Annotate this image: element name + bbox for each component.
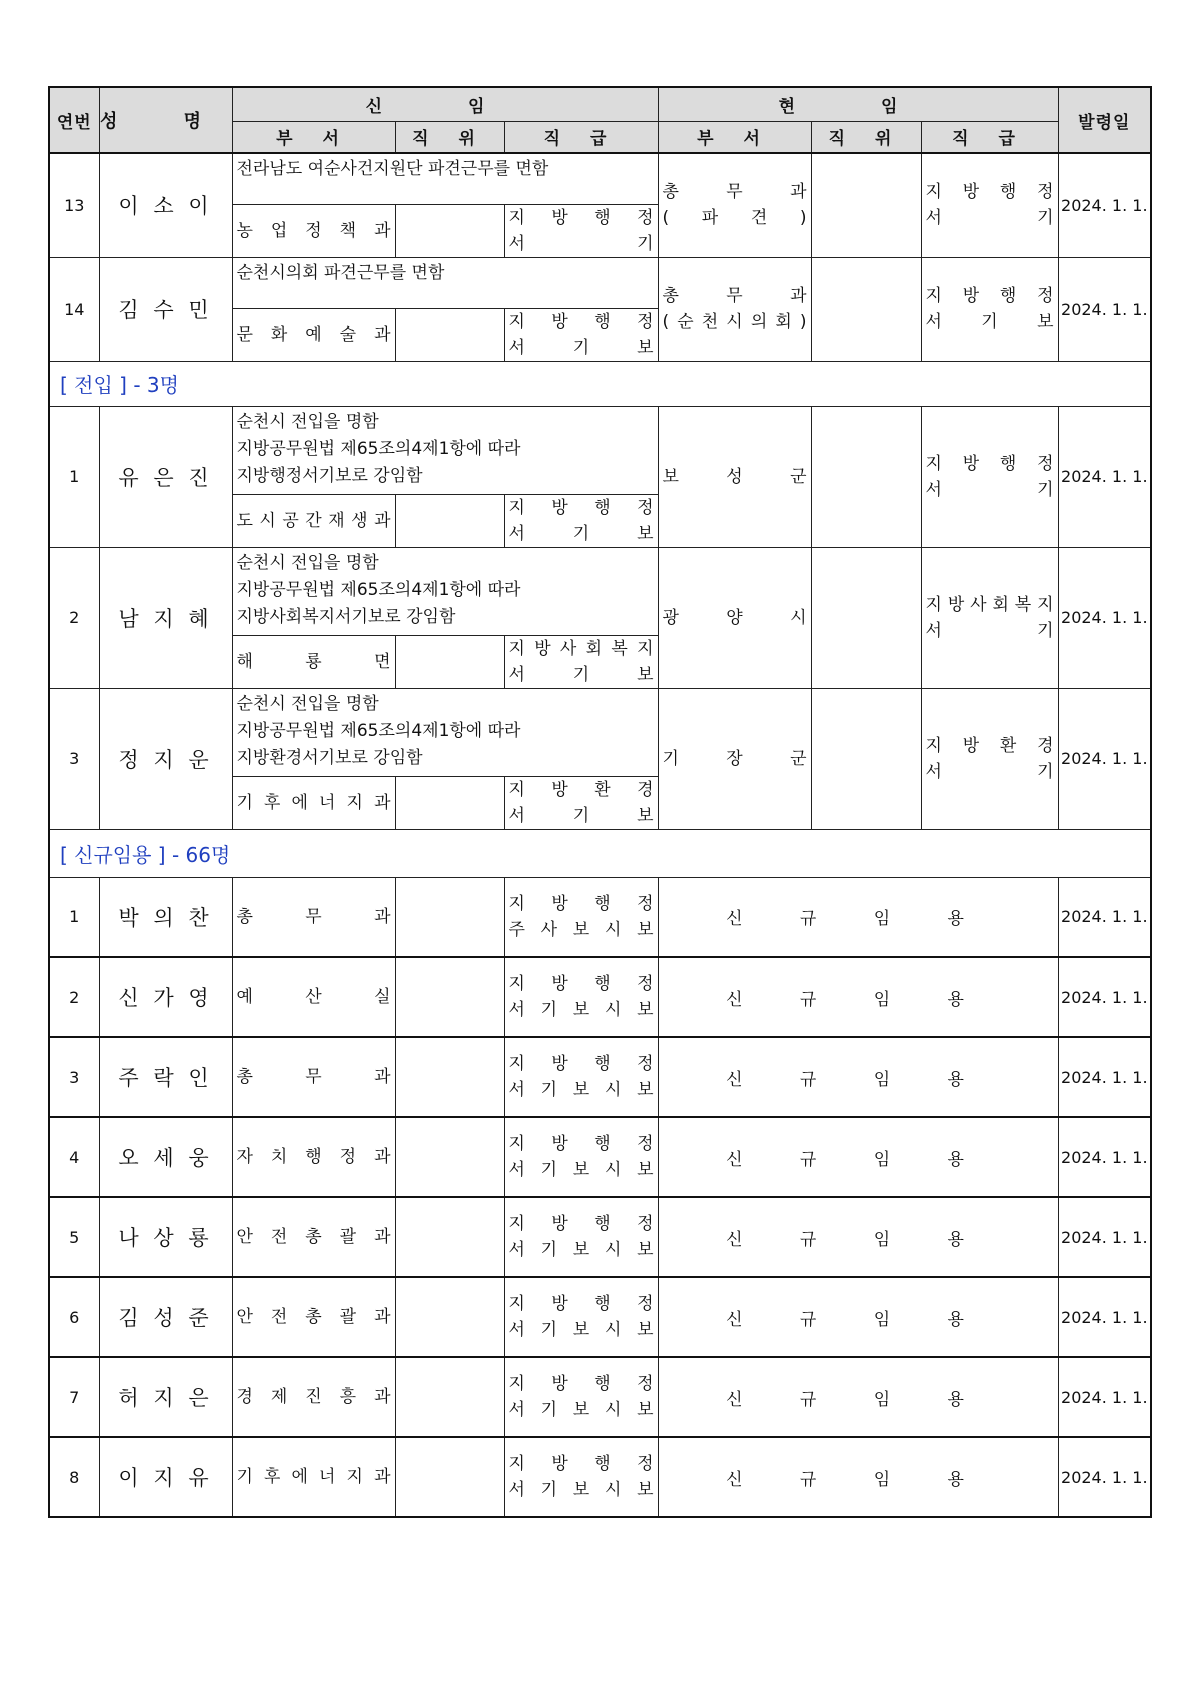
new-position (395, 1357, 504, 1437)
person-name: 이 소 이 (99, 153, 232, 257)
appointment-date: 2024. 1. 1. (1058, 1037, 1151, 1117)
new-grade-line-2: 서 기 보 시 보 (508, 1160, 654, 1180)
person-name: 주 락 인 (99, 1037, 232, 1117)
new-grade-line-1: 지 방 행 정 (508, 1374, 654, 1394)
current-grade (921, 153, 1058, 257)
current-dept-line-1: 총 무 과 (662, 182, 807, 203)
table-row (49, 547, 1151, 635)
row-number: 3 (49, 688, 99, 829)
new-grade-line-1: 지 방 행 정 (508, 974, 654, 994)
person-name: 김 수 민 (99, 257, 232, 361)
current-grade-line-1: 지 방 사 회 복 지 (925, 594, 1054, 615)
new-grade-line-2: 서 기 보 (508, 523, 654, 544)
appointment-date: 2024. 1. 1. (1058, 1197, 1151, 1277)
new-grade-line-2: 서 기 보 시 보 (508, 1000, 654, 1020)
new-grade-line-1: 지 방 행 정 (508, 207, 654, 228)
new-position-header: 직 위 (395, 121, 504, 153)
current-position (811, 547, 921, 688)
new-dept: 경 제 진 흥 과 (232, 1357, 395, 1437)
row-number: 2 (49, 547, 99, 688)
new-position (395, 308, 504, 361)
new-grade (504, 1037, 658, 1117)
appointment-date: 2024. 1. 1. (1058, 957, 1151, 1037)
new-grade-line-1: 지 방 환 경 (508, 779, 654, 800)
new-dept: 자 치 행 정 과 (232, 1117, 395, 1197)
appointment-date: 2024. 1. 1. (1058, 257, 1151, 361)
new-post-header: 신 임 (232, 87, 658, 121)
order-note: 전라남도 여순사건지원단 파견근무를 면함 (232, 153, 658, 204)
new-hire-label: 신 규 임 용 (658, 1437, 1058, 1517)
person-name: 정 지 운 (99, 688, 232, 829)
new-dept: 해 룡 면 (232, 635, 395, 688)
table-row (49, 957, 1151, 1037)
new-hire-label: 신 규 임 용 (658, 1037, 1058, 1117)
order-note-line-3: 지방환경서기보로 강임함 (236, 747, 423, 768)
new-grade (504, 494, 658, 547)
section-row (49, 361, 1151, 406)
new-grade-line-1: 지 방 행 정 (508, 497, 654, 518)
current-grade (921, 406, 1058, 547)
appointment-date: 2024. 1. 1. (1058, 688, 1151, 829)
current-post-header: 현 임 (658, 87, 1058, 121)
current-grade-line-2: 서 기 (925, 479, 1054, 500)
person-name: 유 은 진 (99, 406, 232, 547)
appointment-date: 2024. 1. 1. (1058, 406, 1151, 547)
row-number: 1 (49, 877, 99, 957)
new-grade-line-2: 서 기 보 시 보 (508, 1080, 654, 1100)
new-dept: 안 전 총 괄 과 (232, 1197, 395, 1277)
new-grade-line-1: 지 방 행 정 (508, 1454, 654, 1474)
current-grade-line-2: 서 기 보 (925, 312, 1054, 332)
new-grade (504, 1357, 658, 1437)
current-grade-line-2: 서 기 (925, 208, 1054, 229)
current-grade-line-2: 서 기 (925, 761, 1054, 782)
new-dept: 예 산 실 (232, 957, 395, 1037)
new-position (395, 204, 504, 257)
new-dept-header: 부 서 (232, 121, 395, 153)
new-position (395, 957, 504, 1037)
person-name: 박 의 찬 (99, 877, 232, 957)
new-dept: 도 시 공 간 재 생 과 (232, 494, 395, 547)
row-number: 2 (49, 957, 99, 1037)
row-number: 6 (49, 1277, 99, 1357)
appointment-date: 2024. 1. 1. (1058, 1277, 1151, 1357)
appointment-date: 2024. 1. 1. (1058, 1437, 1151, 1517)
current-grade-line-2: 서 기 (925, 620, 1054, 641)
new-grade-line-2: 서 기 보 (508, 805, 654, 826)
current-dept (658, 153, 811, 257)
current-grade-line-1: 지 방 행 정 (925, 182, 1054, 203)
col-name-header: 성 명 (99, 87, 232, 153)
current-position (811, 153, 921, 257)
section-title-transfer: [ 전입 ] - 3명 (49, 361, 1151, 406)
new-position (395, 494, 504, 547)
appointment-date: 2024. 1. 1. (1058, 877, 1151, 957)
row-number: 3 (49, 1037, 99, 1117)
new-position (395, 1277, 504, 1357)
cur-position-header: 직 위 (811, 121, 921, 153)
current-dept-line-2: ( 파 견 ) (662, 208, 807, 229)
new-hire-label: 신 규 임 용 (658, 1277, 1058, 1357)
new-position (395, 776, 504, 829)
order-note: 순천시의회 파견근무를 면함 (232, 257, 658, 308)
new-dept: 총 무 과 (232, 877, 395, 957)
new-hire-label: 신 규 임 용 (658, 1357, 1058, 1437)
new-grade (504, 1117, 658, 1197)
current-position (811, 406, 921, 547)
table-row (49, 406, 1151, 494)
order-note-line-3: 지방행정서기보로 강임함 (236, 465, 423, 486)
new-dept: 기 후 에 너 지 과 (232, 1437, 395, 1517)
current-dept (658, 257, 811, 361)
section-row (49, 829, 1151, 877)
table-row (49, 257, 1151, 308)
new-grade (504, 957, 658, 1037)
new-position (395, 877, 504, 957)
new-grade-line-2: 서 기 보 시 보 (508, 1400, 654, 1420)
new-position (395, 1197, 504, 1277)
table-row (49, 1117, 1151, 1197)
row-number: 7 (49, 1357, 99, 1437)
col-date-header: 발령일 (1058, 87, 1151, 153)
person-name: 신 가 영 (99, 957, 232, 1037)
section-title-new-hire: [ 신규임용 ] - 66명 (49, 829, 1151, 877)
appointment-date: 2024. 1. 1. (1058, 1357, 1151, 1437)
table-row (49, 153, 1151, 204)
current-dept-line-1: 총 무 과 (662, 286, 807, 306)
new-grade-line-1: 지 방 행 정 (508, 1134, 654, 1154)
table-row (49, 1437, 1151, 1517)
order-note-line-1: 순천시 전입을 명함 (236, 693, 379, 714)
new-dept: 총 무 과 (232, 1037, 395, 1117)
current-grade-line-1: 지 방 환 경 (925, 735, 1054, 756)
order-note-line-1: 순천시 전입을 명함 (236, 411, 379, 432)
new-grade (504, 776, 658, 829)
table-row (49, 688, 1151, 776)
new-dept: 기 후 에 너 지 과 (232, 776, 395, 829)
new-grade-line-2: 서 기 보 (508, 664, 654, 685)
new-position (395, 1037, 504, 1117)
new-grade-line-2: 서 기 (508, 233, 654, 254)
new-hire-label: 신 규 임 용 (658, 877, 1058, 957)
new-dept: 문 화 예 술 과 (232, 308, 395, 361)
new-hire-label: 신 규 임 용 (658, 957, 1058, 1037)
new-dept: 농 업 정 책 과 (232, 204, 395, 257)
new-grade (504, 877, 658, 957)
current-position (811, 257, 921, 361)
new-grade-line-2: 서 기 보 시 보 (508, 1480, 654, 1500)
table-row (49, 1357, 1151, 1437)
row-number: 5 (49, 1197, 99, 1277)
new-grade-header: 직 급 (504, 121, 658, 153)
cur-grade-header: 직 급 (921, 121, 1058, 153)
new-position (395, 1437, 504, 1517)
new-grade (504, 1197, 658, 1277)
current-dept: 기 장 군 (658, 688, 811, 829)
current-position (811, 688, 921, 829)
new-grade-line-2: 서 기 보 시 보 (508, 1240, 654, 1260)
row-number: 8 (49, 1437, 99, 1517)
person-name: 남 지 혜 (99, 547, 232, 688)
new-grade-line-2: 주 사 보 시 보 (508, 919, 654, 940)
appointment-date: 2024. 1. 1. (1058, 153, 1151, 257)
order-note-line-1: 순천시 전입을 명함 (236, 552, 379, 573)
current-dept: 광 양 시 (658, 547, 811, 688)
order-note (232, 406, 658, 494)
table-row (49, 877, 1151, 957)
new-grade (504, 308, 658, 361)
order-note-line-2: 지방공무원법 제65조의4제1항에 따라 (236, 579, 521, 600)
table-row (49, 1277, 1151, 1357)
appointment-date: 2024. 1. 1. (1058, 547, 1151, 688)
row-number: 14 (49, 257, 99, 361)
person-name: 허 지 은 (99, 1357, 232, 1437)
new-grade (504, 1437, 658, 1517)
new-position (395, 635, 504, 688)
cur-dept-header: 부 서 (658, 121, 811, 153)
personnel-table (48, 86, 1152, 1518)
person-name: 오 세 웅 (99, 1117, 232, 1197)
row-number: 1 (49, 406, 99, 547)
new-position (395, 1117, 504, 1197)
new-dept: 안 전 총 괄 과 (232, 1277, 395, 1357)
row-number: 13 (49, 153, 99, 257)
new-grade-line-1: 지 방 사 회 복 지 (508, 638, 654, 659)
current-dept: 보 성 군 (658, 406, 811, 547)
col-no-header: 연번 (49, 87, 99, 153)
table-row (49, 1197, 1151, 1277)
new-grade-line-1: 지 방 행 정 (508, 893, 654, 914)
current-grade-line-1: 지 방 행 정 (925, 453, 1054, 474)
appointment-date: 2024. 1. 1. (1058, 1117, 1151, 1197)
order-note-line-3: 지방사회복지서기보로 강임함 (236, 606, 456, 627)
table-row (49, 1037, 1151, 1117)
new-grade-line-2: 서 기 보 시 보 (508, 1320, 654, 1340)
current-grade (921, 257, 1058, 361)
person-name: 이 지 유 (99, 1437, 232, 1517)
current-grade-line-1: 지 방 행 정 (925, 286, 1054, 306)
new-grade-line-2: 서 기 보 (508, 337, 654, 358)
order-note (232, 688, 658, 776)
new-hire-label: 신 규 임 용 (658, 1197, 1058, 1277)
new-grade-line-1: 지 방 행 정 (508, 311, 654, 332)
new-grade-line-1: 지 방 행 정 (508, 1294, 654, 1314)
new-grade (504, 204, 658, 257)
order-note-line-2: 지방공무원법 제65조의4제1항에 따라 (236, 720, 521, 741)
current-dept-line-2: ( 순 천 시 의 회 ) (662, 312, 807, 332)
new-grade (504, 1277, 658, 1357)
order-note-line-2: 지방공무원법 제65조의4제1항에 따라 (236, 438, 521, 459)
row-number: 4 (49, 1117, 99, 1197)
current-grade (921, 547, 1058, 688)
person-name: 나 상 룡 (99, 1197, 232, 1277)
new-grade-line-1: 지 방 행 정 (508, 1214, 654, 1234)
new-grade-line-1: 지 방 행 정 (508, 1054, 654, 1074)
order-note (232, 547, 658, 635)
current-grade (921, 688, 1058, 829)
new-grade (504, 635, 658, 688)
person-name: 김 성 준 (99, 1277, 232, 1357)
new-hire-label: 신 규 임 용 (658, 1117, 1058, 1197)
